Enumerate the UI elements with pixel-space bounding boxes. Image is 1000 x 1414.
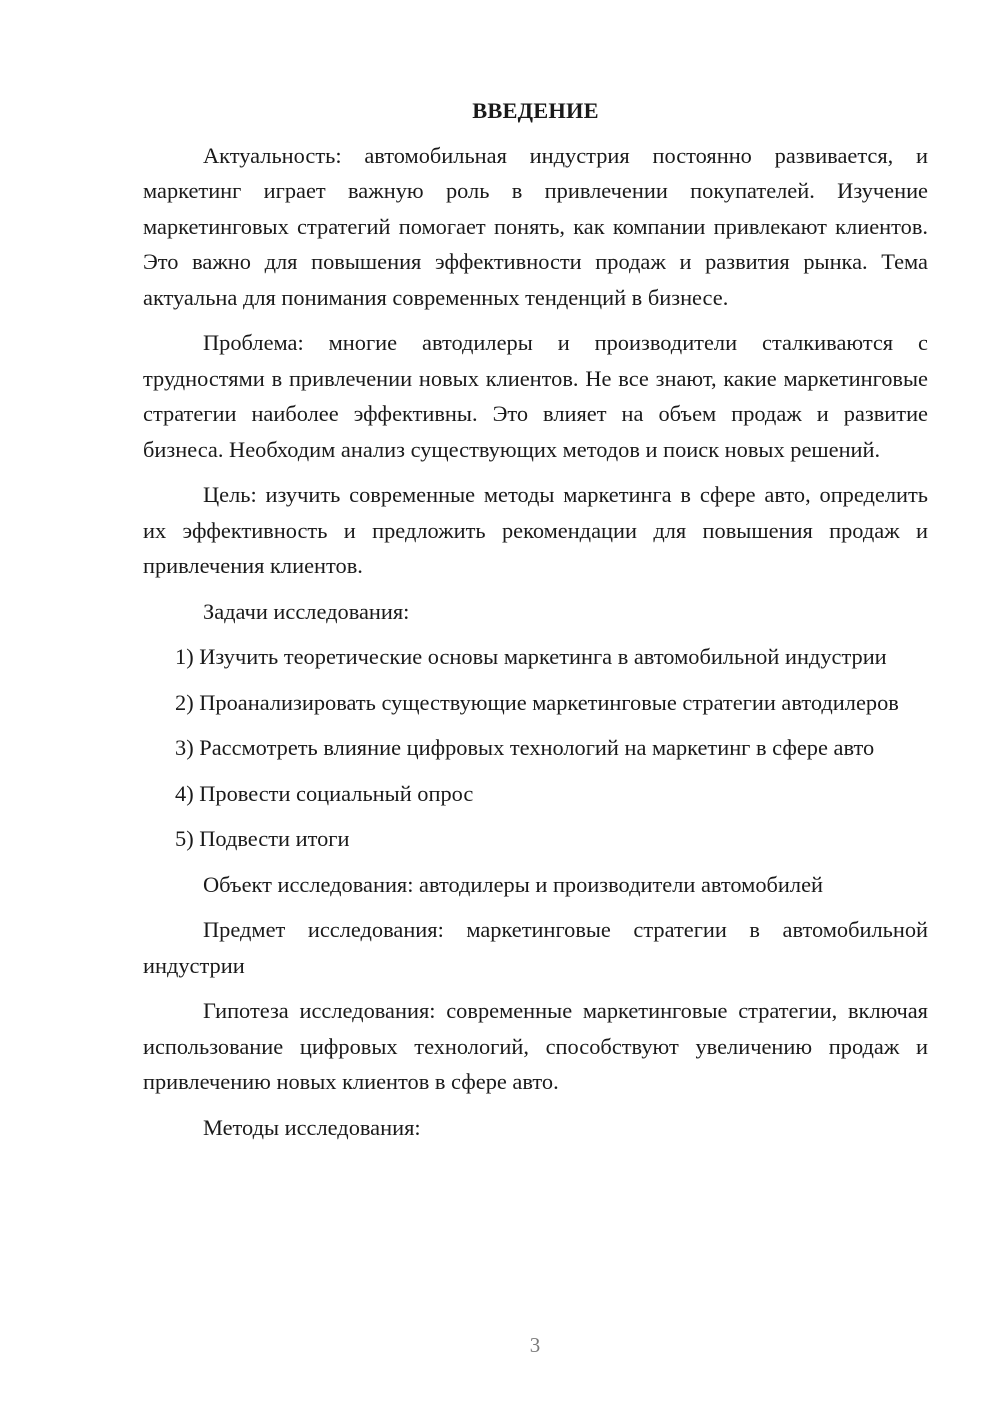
- methods-heading: Методы исследования:: [203, 1114, 421, 1140]
- problem-paragraph: Проблема: многие автодилеры и производители сталкиваются с трудностями в привлечении новых клиентов. Не все знают, какие маркетинговые стратегии наиболее эффективны. Это влияет на объем продаж и развитие бизнеса. Необходим анализ существующих методов и поиск новых решений.: [143, 330, 928, 462]
- page-title: ВВЕДЕНИЕ: [472, 98, 599, 123]
- page-body: [143, 93, 928, 1155]
- hypothesis-paragraph: Гипотеза исследования: современные маркетинговые стратегии, включая использование цифровых технологий, способствуют увеличению продаж и привлечению новых клиентов в сфере авто.: [143, 998, 928, 1094]
- subject-paragraph: Предмет исследования: маркетинговые стратегии в автомобильной индустрии: [143, 917, 928, 978]
- task-item-1: 1) Изучить теоретические основы маркетинга в автомобильной индустрии: [175, 644, 887, 669]
- page-number: 3: [529, 1333, 541, 1357]
- task-item-5: 5) Подвести итоги: [175, 826, 350, 851]
- task-item-2: 2) Проанализировать существующие маркетинговые стратегии автодилеров: [175, 689, 899, 715]
- task-item-4: 4) Провести социальный опрос: [175, 780, 474, 806]
- object-paragraph: Объект исследования: автодилеры и производители автомобилей: [203, 871, 824, 897]
- task-item-3: 3) Рассмотреть влияние цифровых технологий на маркетинг в сфере авто: [175, 735, 875, 760]
- tasks-heading: Задачи исследования:: [203, 598, 410, 624]
- relevance-paragraph: Актуальность: автомобильная индустрия постоянно развивается, и маркетинг играет важную роль в привлечении покупателей. Изучение маркетинговых стратегий помогает понять, как компании привлекают клиентов. Это важно для повышения эффективности продаж и развития рынка. Тема актуальна для понимания современных тенденций в бизнесе.: [143, 142, 928, 310]
- goal-paragraph: Цель: изучить современные методы маркетинга в сфере авто, определить их эффективность и предложить рекомендации для повышения продаж и привлечения клиентов.: [143, 482, 928, 578]
